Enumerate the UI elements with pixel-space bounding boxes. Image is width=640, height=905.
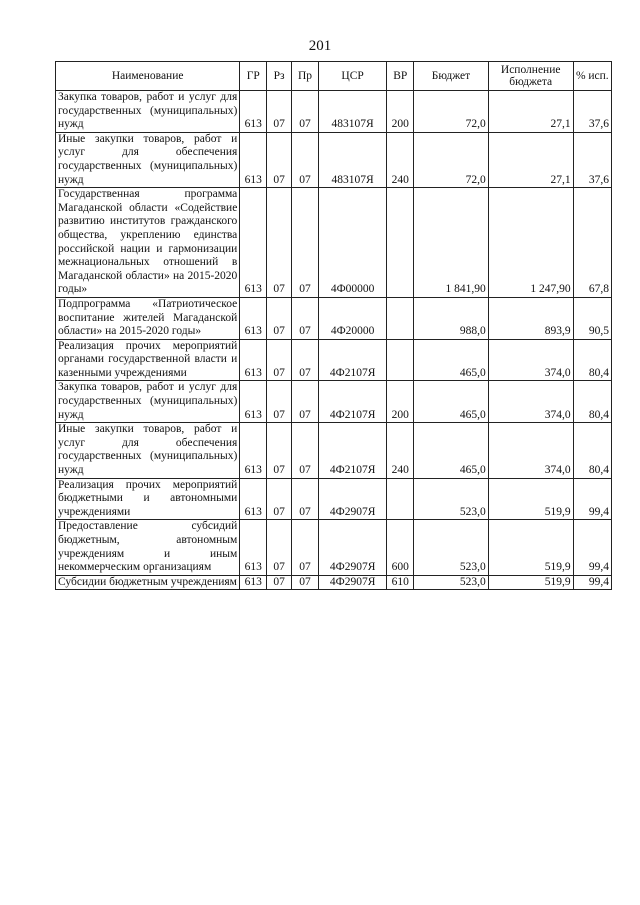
row-gr: 613 [240, 297, 267, 339]
row-name: Иные закупки товаров, работ и услуг для обеспечения государственных (муниципальных) нужд [56, 132, 240, 187]
row-execution: 893,9 [488, 297, 573, 339]
row-percent: 67,8 [573, 188, 611, 298]
row-name: Подпрограмма «Патриотическое воспитание жителей Магаданской области» на 2015-2020 годы» [56, 297, 240, 339]
row-execution: 519,9 [488, 575, 573, 590]
row-gr: 613 [240, 339, 267, 381]
row-csr: 4Ф2107Я [318, 423, 386, 478]
row-rz: 07 [267, 297, 292, 339]
row-vr [387, 297, 414, 339]
row-execution: 1 247,90 [488, 188, 573, 298]
row-budget: 465,0 [414, 339, 489, 381]
row-gr: 613 [240, 478, 267, 520]
row-pr: 07 [292, 423, 319, 478]
row-name: Субсидии бюджетным учреждениям [56, 575, 240, 590]
table-row [56, 478, 612, 520]
table-row [56, 520, 612, 575]
row-percent: 80,4 [573, 381, 611, 423]
row-name: Закупка товаров, работ и услуг для государственных (муниципальных) нужд [56, 91, 240, 133]
row-percent: 80,4 [573, 423, 611, 478]
row-name: Государственная программа Магаданской области «Содействие развитию институтов гражданского общества, укреплению единства российской нации и гармонизации межнациональных отношений в Магаданской области» на 2015-2020 годы» [56, 188, 240, 298]
row-percent: 99,4 [573, 520, 611, 575]
row-gr: 613 [240, 132, 267, 187]
row-rz: 07 [267, 339, 292, 381]
table-row [56, 297, 612, 339]
row-vr [387, 188, 414, 298]
row-rz: 07 [267, 575, 292, 590]
row-percent: 99,4 [573, 575, 611, 590]
row-rz: 07 [267, 423, 292, 478]
row-gr: 613 [240, 91, 267, 133]
row-pr: 07 [292, 91, 319, 133]
row-percent: 80,4 [573, 339, 611, 381]
row-pr: 07 [292, 339, 319, 381]
row-pr: 07 [292, 188, 319, 298]
header-name: Наименование [56, 62, 240, 91]
row-gr: 613 [240, 520, 267, 575]
row-csr: 4Ф2907Я [318, 575, 386, 590]
row-budget: 465,0 [414, 381, 489, 423]
table-row [56, 188, 612, 298]
row-rz: 07 [267, 478, 292, 520]
row-csr: 4Ф00000 [318, 188, 386, 298]
page-number: 201 [308, 38, 332, 54]
row-pr: 07 [292, 478, 319, 520]
row-vr [387, 478, 414, 520]
row-vr: 610 [387, 575, 414, 590]
row-execution: 27,1 [488, 132, 573, 187]
row-gr: 613 [240, 188, 267, 298]
row-pr: 07 [292, 575, 319, 590]
row-budget: 523,0 [414, 520, 489, 575]
row-execution: 374,0 [488, 423, 573, 478]
row-pr: 07 [292, 520, 319, 575]
row-csr: 4Ф2907Я [318, 478, 386, 520]
table-row [56, 381, 612, 423]
row-name: Иные закупки товаров, работ и услуг для обеспечения государственных (муниципальных) нужд [56, 423, 240, 478]
header-execution: Исполнение бюджета [488, 62, 573, 91]
row-budget: 465,0 [414, 423, 489, 478]
table-row [56, 91, 612, 133]
row-name: Предоставление субсидий бюджетным, автономным учреждениям и иным некоммерческим организациям [56, 520, 240, 575]
row-budget: 523,0 [414, 478, 489, 520]
header-gr: ГР [240, 62, 267, 91]
row-vr [387, 339, 414, 381]
header-pr: Пр [292, 62, 319, 91]
row-rz: 07 [267, 91, 292, 133]
row-gr: 613 [240, 381, 267, 423]
row-percent: 99,4 [573, 478, 611, 520]
header-rz: Рз [267, 62, 292, 91]
budget-table [55, 61, 612, 590]
row-execution: 519,9 [488, 520, 573, 575]
row-vr: 200 [387, 381, 414, 423]
table-row [56, 575, 612, 590]
table-header-row [56, 62, 612, 91]
row-percent: 37,6 [573, 91, 611, 133]
table-row [56, 423, 612, 478]
row-name: Реализация прочих мероприятий органами государственной власти и казенными учреждениями [56, 339, 240, 381]
row-csr: 4Ф2107Я [318, 339, 386, 381]
row-csr: 483107Я [318, 91, 386, 133]
row-rz: 07 [267, 520, 292, 575]
row-csr: 483107Я [318, 132, 386, 187]
row-csr: 4Ф2907Я [318, 520, 386, 575]
header-budget: Бюджет [414, 62, 489, 91]
table-row [56, 339, 612, 381]
row-pr: 07 [292, 381, 319, 423]
row-name: Реализация прочих мероприятий бюджетными и автономными учреждениями [56, 478, 240, 520]
row-vr: 600 [387, 520, 414, 575]
row-percent: 37,6 [573, 132, 611, 187]
header-percent: % исп. [573, 62, 611, 91]
row-percent: 90,5 [573, 297, 611, 339]
row-csr: 4Ф2107Я [318, 381, 386, 423]
row-budget: 988,0 [414, 297, 489, 339]
row-pr: 07 [292, 132, 319, 187]
row-execution: 374,0 [488, 381, 573, 423]
row-pr: 07 [292, 297, 319, 339]
header-vr: ВР [387, 62, 414, 91]
row-budget: 1 841,90 [414, 188, 489, 298]
row-gr: 613 [240, 575, 267, 590]
row-budget: 72,0 [414, 91, 489, 133]
table-row [56, 132, 612, 187]
row-budget: 72,0 [414, 132, 489, 187]
row-vr: 240 [387, 423, 414, 478]
row-vr: 240 [387, 132, 414, 187]
header-csr: ЦСР [318, 62, 386, 91]
row-rz: 07 [267, 381, 292, 423]
row-rz: 07 [267, 132, 292, 187]
row-rz: 07 [267, 188, 292, 298]
row-budget: 523,0 [414, 575, 489, 590]
row-gr: 613 [240, 423, 267, 478]
row-csr: 4Ф20000 [318, 297, 386, 339]
row-name: Закупка товаров, работ и услуг для государственных (муниципальных) нужд [56, 381, 240, 423]
row-execution: 374,0 [488, 339, 573, 381]
row-vr: 200 [387, 91, 414, 133]
row-execution: 27,1 [488, 91, 573, 133]
row-execution: 519,9 [488, 478, 573, 520]
